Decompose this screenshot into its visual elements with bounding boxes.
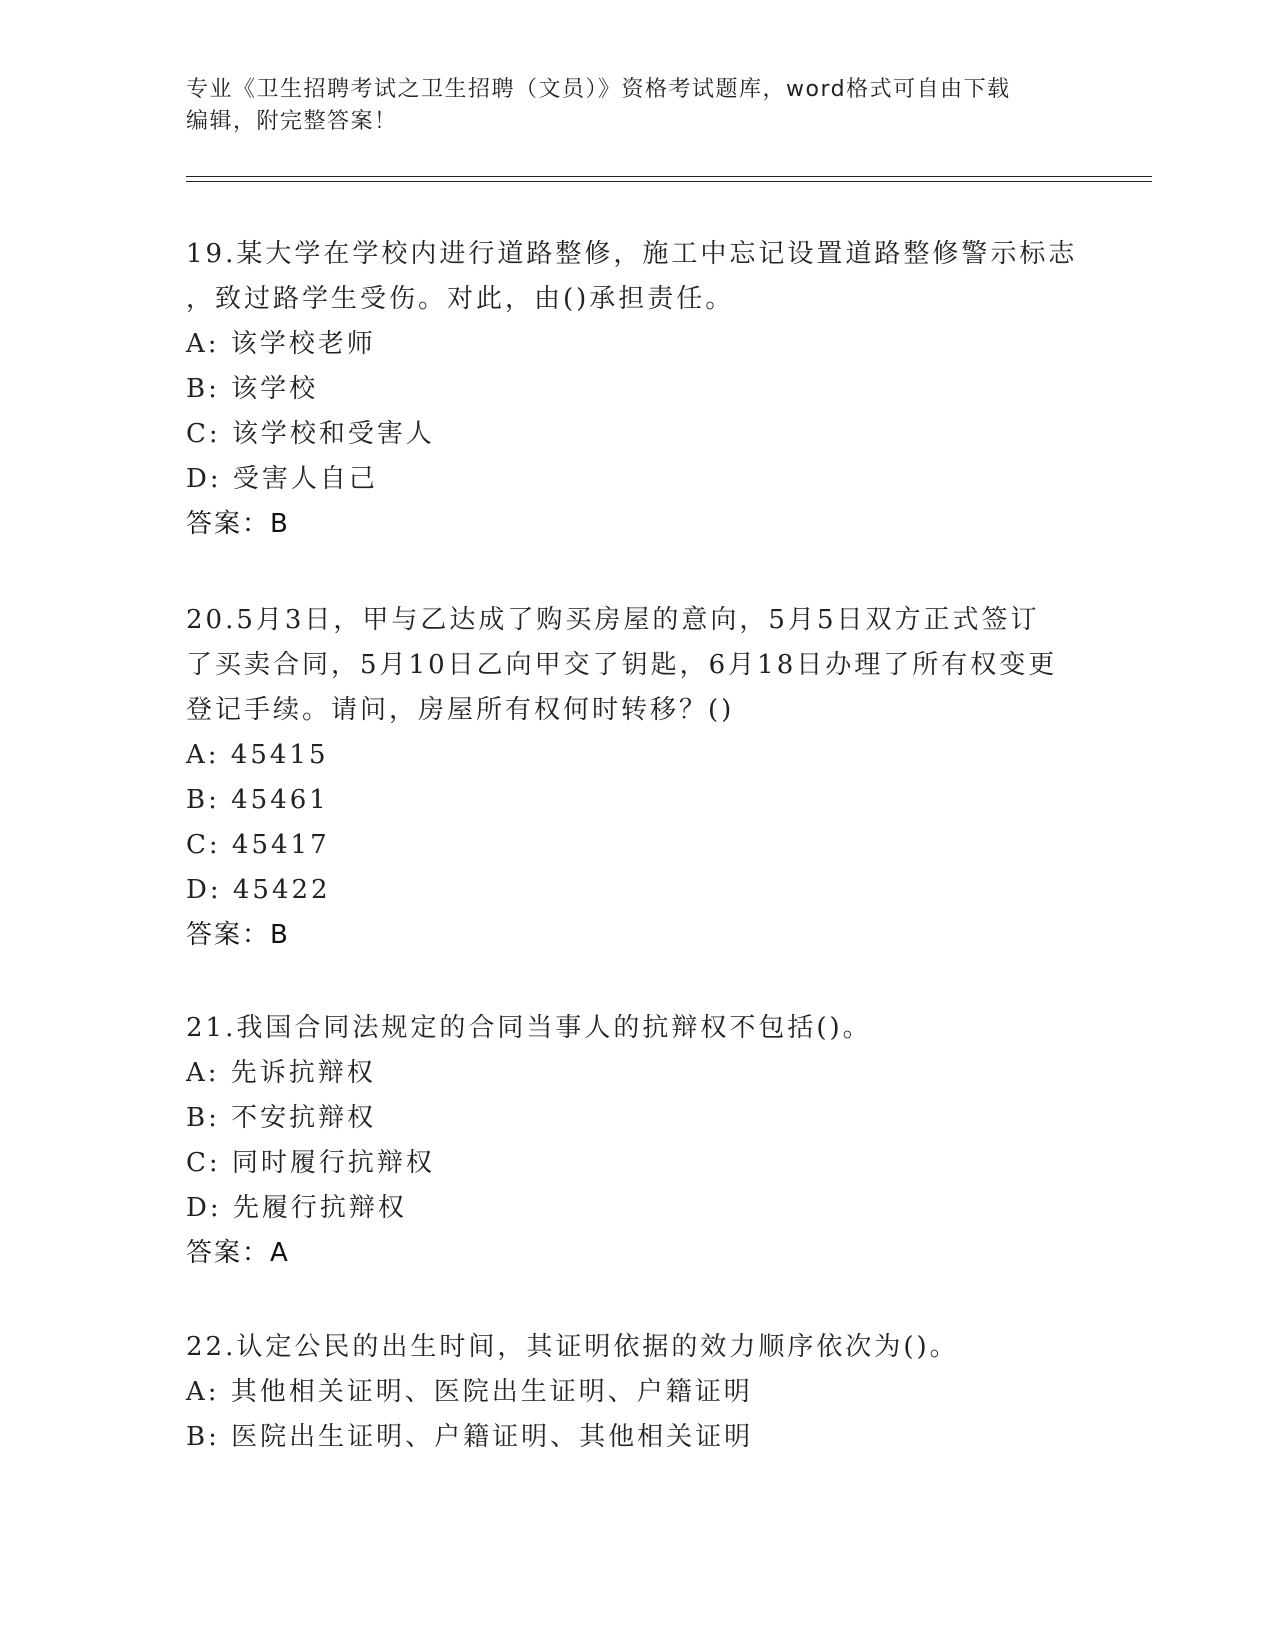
question-stem-line: 登记手续。请问，房屋所有权何时转移？() (186, 695, 735, 725)
header-line-1: 专业《卫生招聘考试之卫生招聘（文员）》资格考试题库，word格式可自由下载 (186, 77, 1011, 102)
question-19 (186, 232, 1086, 547)
question-stem-line: 19.某大学在学校内进行道路整修，施工中忘记设置道路整修警示标志 (186, 239, 1078, 269)
question-22 (186, 1325, 1086, 1460)
header-divider-top (186, 176, 1152, 177)
option-c: C: 该学校和受害人 (186, 419, 435, 449)
option-b: B: 45461 (186, 785, 329, 815)
question-20 (186, 598, 1086, 958)
option-c: C: 同时履行抗辩权 (186, 1148, 435, 1178)
option-c: C: 45417 (186, 830, 330, 860)
option-a: A: 其他相关证明、医院出生证明、户籍证明 (186, 1377, 753, 1407)
question-stem-line: 21.我国合同法规定的合同当事人的抗辩权不包括()。 (186, 1013, 872, 1043)
question-stem-line: ，致过路学生受伤。对此，由()承担责任。 (186, 284, 735, 314)
option-a: A: 45415 (186, 740, 329, 770)
answer-label: 答案：B (186, 920, 290, 950)
option-b: B: 不安抗辩权 (186, 1103, 377, 1133)
option-d: D: 受害人自己 (186, 464, 378, 494)
question-stem-line: 了买卖合同，5月10日乙向甲交了钥匙，6月18日办理了所有权变更 (186, 650, 1058, 680)
option-b: B: 该学校 (186, 374, 319, 404)
header-divider-bottom (186, 181, 1152, 182)
question-21 (186, 1006, 1086, 1276)
option-a: A: 先诉抗辩权 (186, 1058, 376, 1088)
option-d: D: 45422 (186, 875, 331, 905)
question-stem-line: 22.认定公民的出生时间，其证明依据的效力顺序依次为()。 (186, 1332, 959, 1362)
option-d: D: 先履行抗辩权 (186, 1193, 407, 1223)
option-a: A: 该学校老师 (186, 329, 376, 359)
question-stem-line: 20.5月3日，甲与乙达成了购买房屋的意向，5月5日双方正式签订 (186, 605, 1040, 635)
answer-label: 答案：A (186, 1238, 290, 1268)
option-b: B: 医院出生证明、户籍证明、其他相关证明 (186, 1422, 754, 1452)
header-line-2: 编辑，附完整答案！ (186, 109, 398, 134)
answer-label: 答案：B (186, 509, 290, 539)
document-header (186, 74, 1086, 138)
